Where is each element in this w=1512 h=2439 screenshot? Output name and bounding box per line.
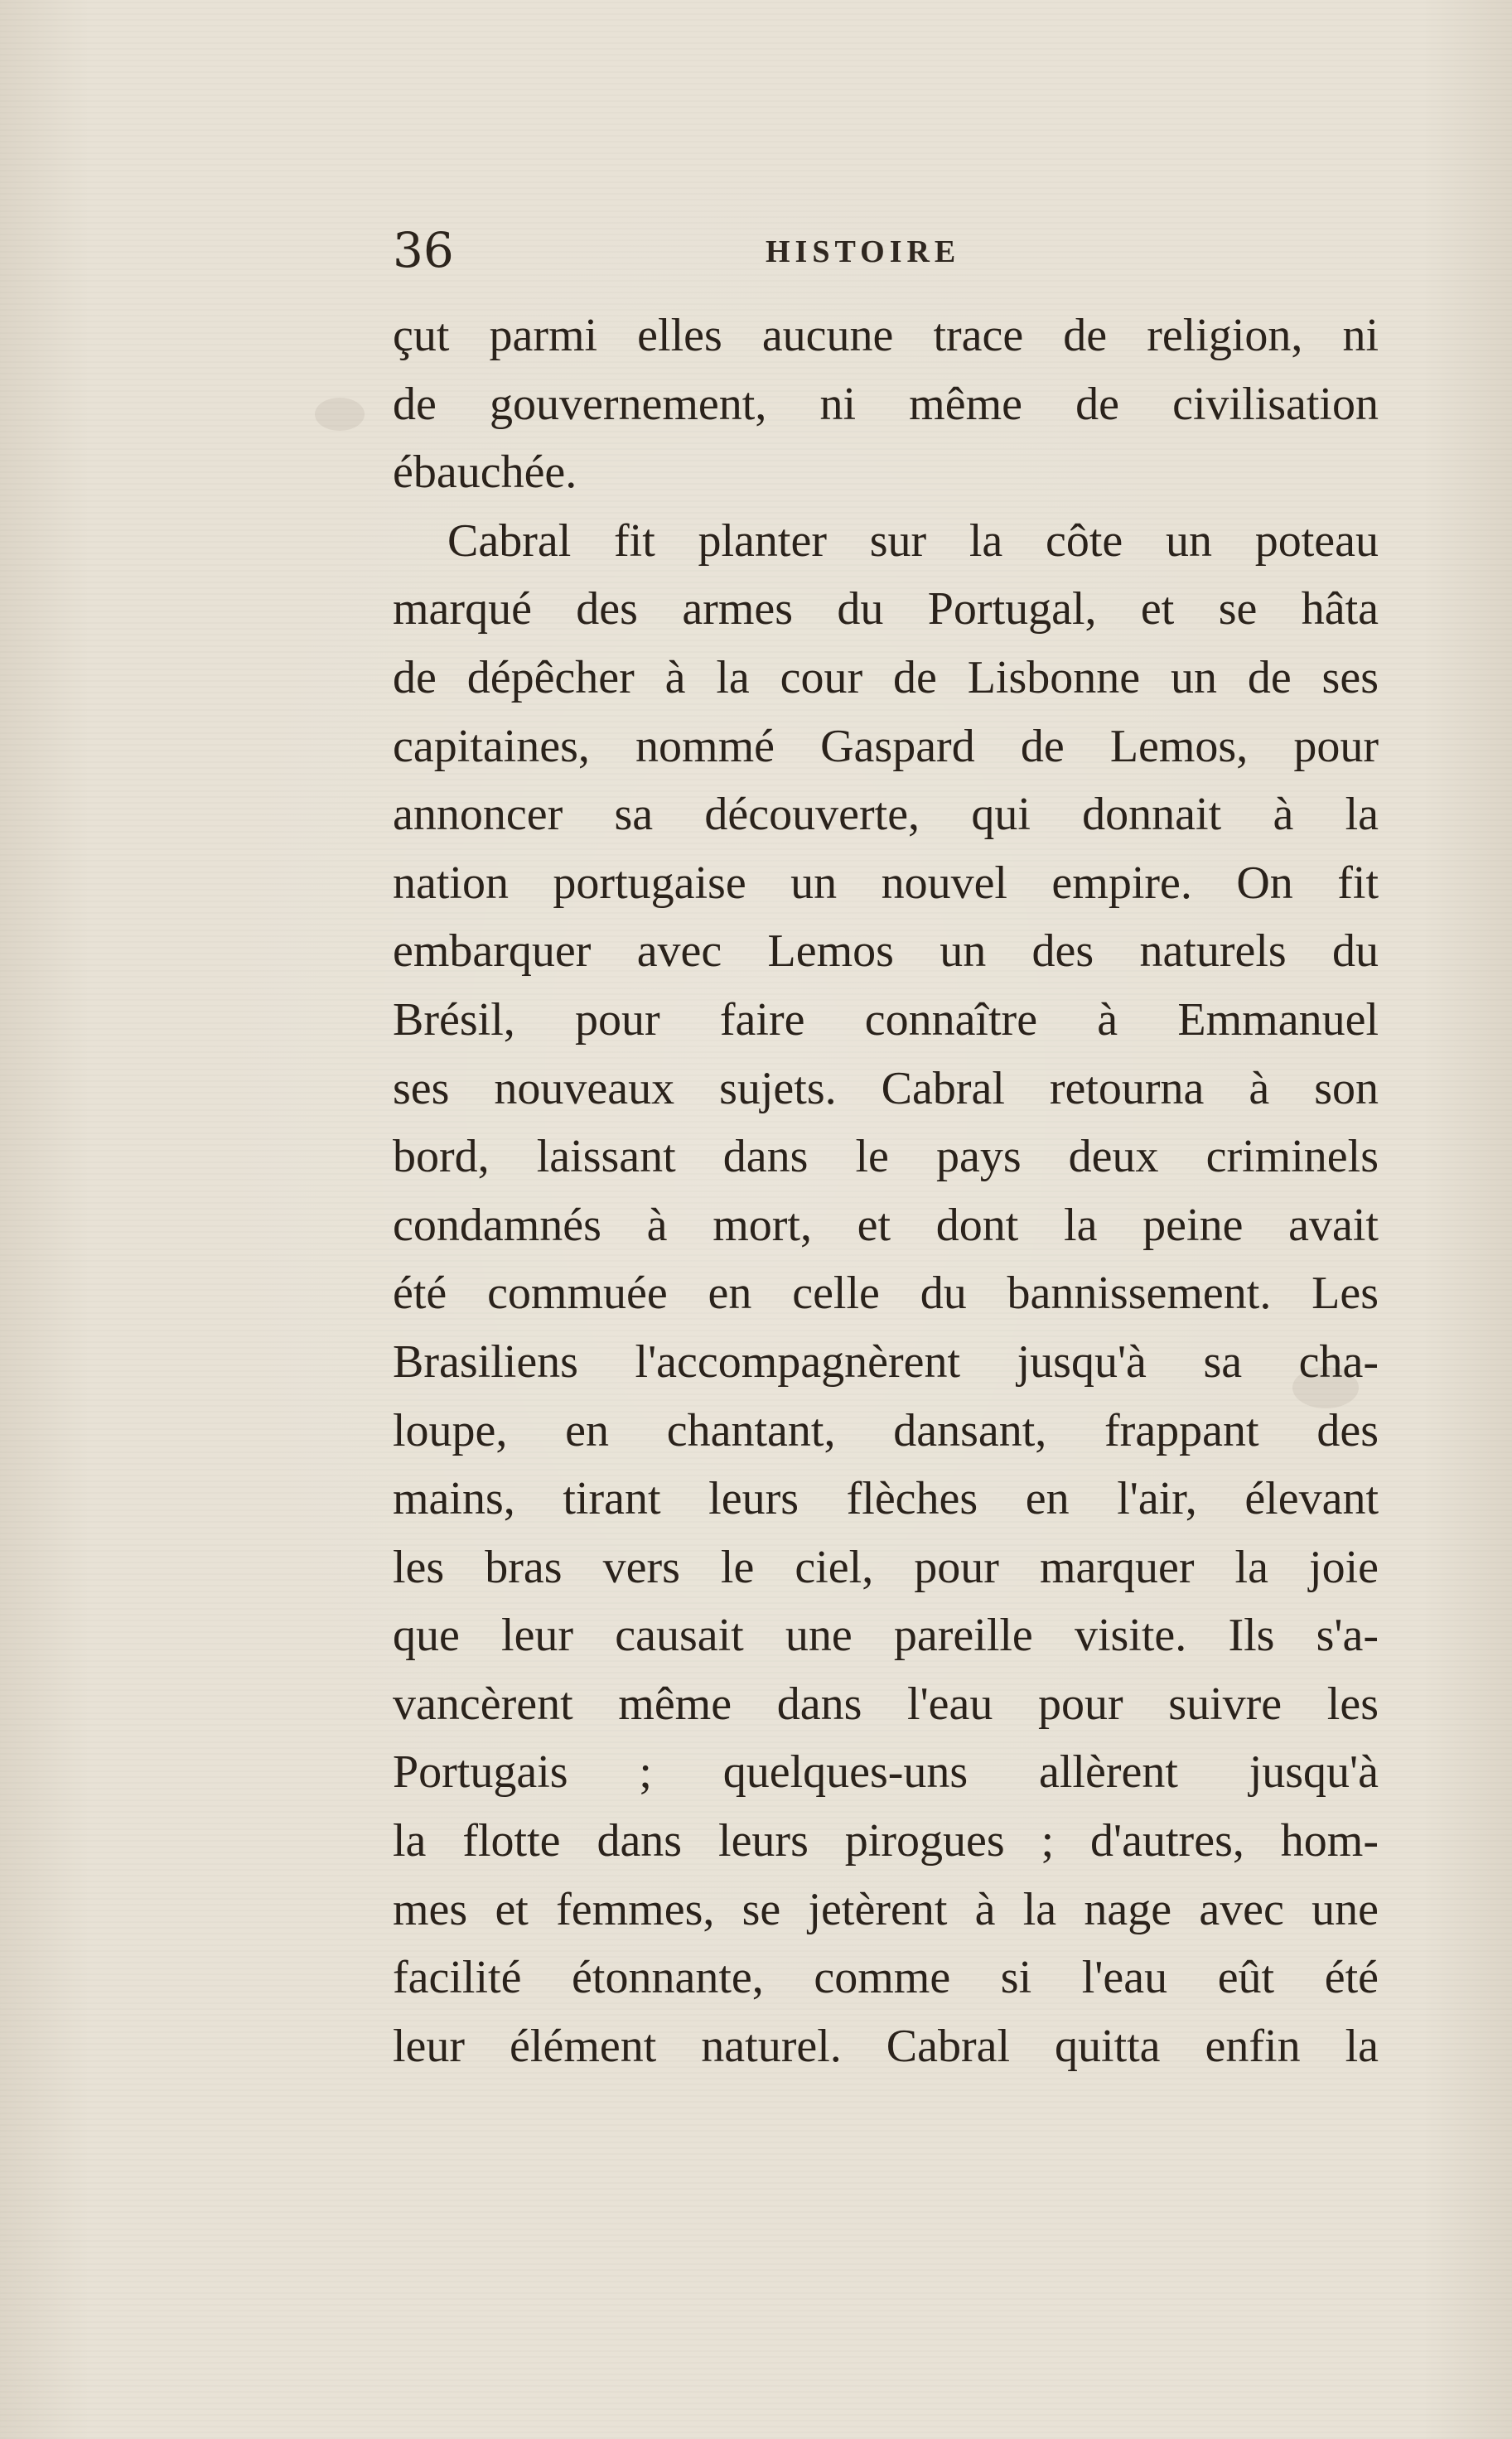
page-number: 36 xyxy=(393,222,454,278)
text-line: leur élément naturel. Cabral quitta enfin la xyxy=(393,2020,1379,2072)
text-line: Portugais ; quelques-uns allèrent jusqu'à xyxy=(393,1746,1379,1799)
text-line: Brésil, pour faire connaître à Emmanuel xyxy=(393,993,1379,1046)
text-line: mains, tirant leurs flèches en l'air, élevant xyxy=(393,1473,1379,1525)
text-line: embarquer avec Lemos un des naturels du xyxy=(393,925,1379,978)
paper-stain xyxy=(315,398,365,431)
text-line: çut parmi elles aucune trace de religion, ni xyxy=(393,310,1379,361)
text-line: bord, laissant dans le pays deux criminels xyxy=(393,1131,1379,1183)
text-line: Brasiliens l'accompagnèrent jusqu'à sa cha- xyxy=(393,1335,1379,1388)
body-text xyxy=(393,302,1379,2080)
text-line: la flotte dans leurs pirogues ; d'autres, hom- xyxy=(393,1815,1379,1867)
text-line: été commuée en celle du bannissement. Les xyxy=(393,1268,1379,1320)
text-line: vancèrent même dans l'eau pour suivre les xyxy=(393,1678,1379,1730)
text-line: facilité étonnante, comme si l'eau eût été xyxy=(393,1952,1379,2004)
text-line: ébauchée. xyxy=(393,447,577,499)
text-line: Cabral fit planter sur la côte un poteau xyxy=(447,514,1379,567)
text-line: marqué des armes du Portugal, et se hâta xyxy=(393,583,1379,635)
text-line: annoncer sa découverte, qui donnait à la xyxy=(393,789,1379,841)
text-line: condamnés à mort, et dont la peine avait xyxy=(393,1199,1379,1251)
text-line: ses nouveaux sujets. Cabral retourna à son xyxy=(393,1062,1379,1114)
running-head xyxy=(393,217,1379,283)
text-line: capitaines, nommé Gaspard de Lemos, pour xyxy=(393,720,1379,772)
text-line: mes et femmes, se jetèrent à la nage avec une xyxy=(393,1883,1379,1935)
text-line: loupe, en chantant, dansant, frappant des xyxy=(393,1404,1379,1456)
text-line: nation portugaise un nouvel empire. On fit xyxy=(393,857,1379,909)
text-line: de dépêcher à la cour de Lisbonne un de ses xyxy=(393,651,1379,703)
text-line: les bras vers le ciel, pour marquer la joie xyxy=(393,1541,1379,1593)
section-title: HISTOIRE xyxy=(766,234,961,269)
text-line: que leur causait une pareille visite. Ils s'a- xyxy=(393,1610,1379,1662)
text-line: de gouvernement, ni même de civilisation xyxy=(393,378,1379,430)
